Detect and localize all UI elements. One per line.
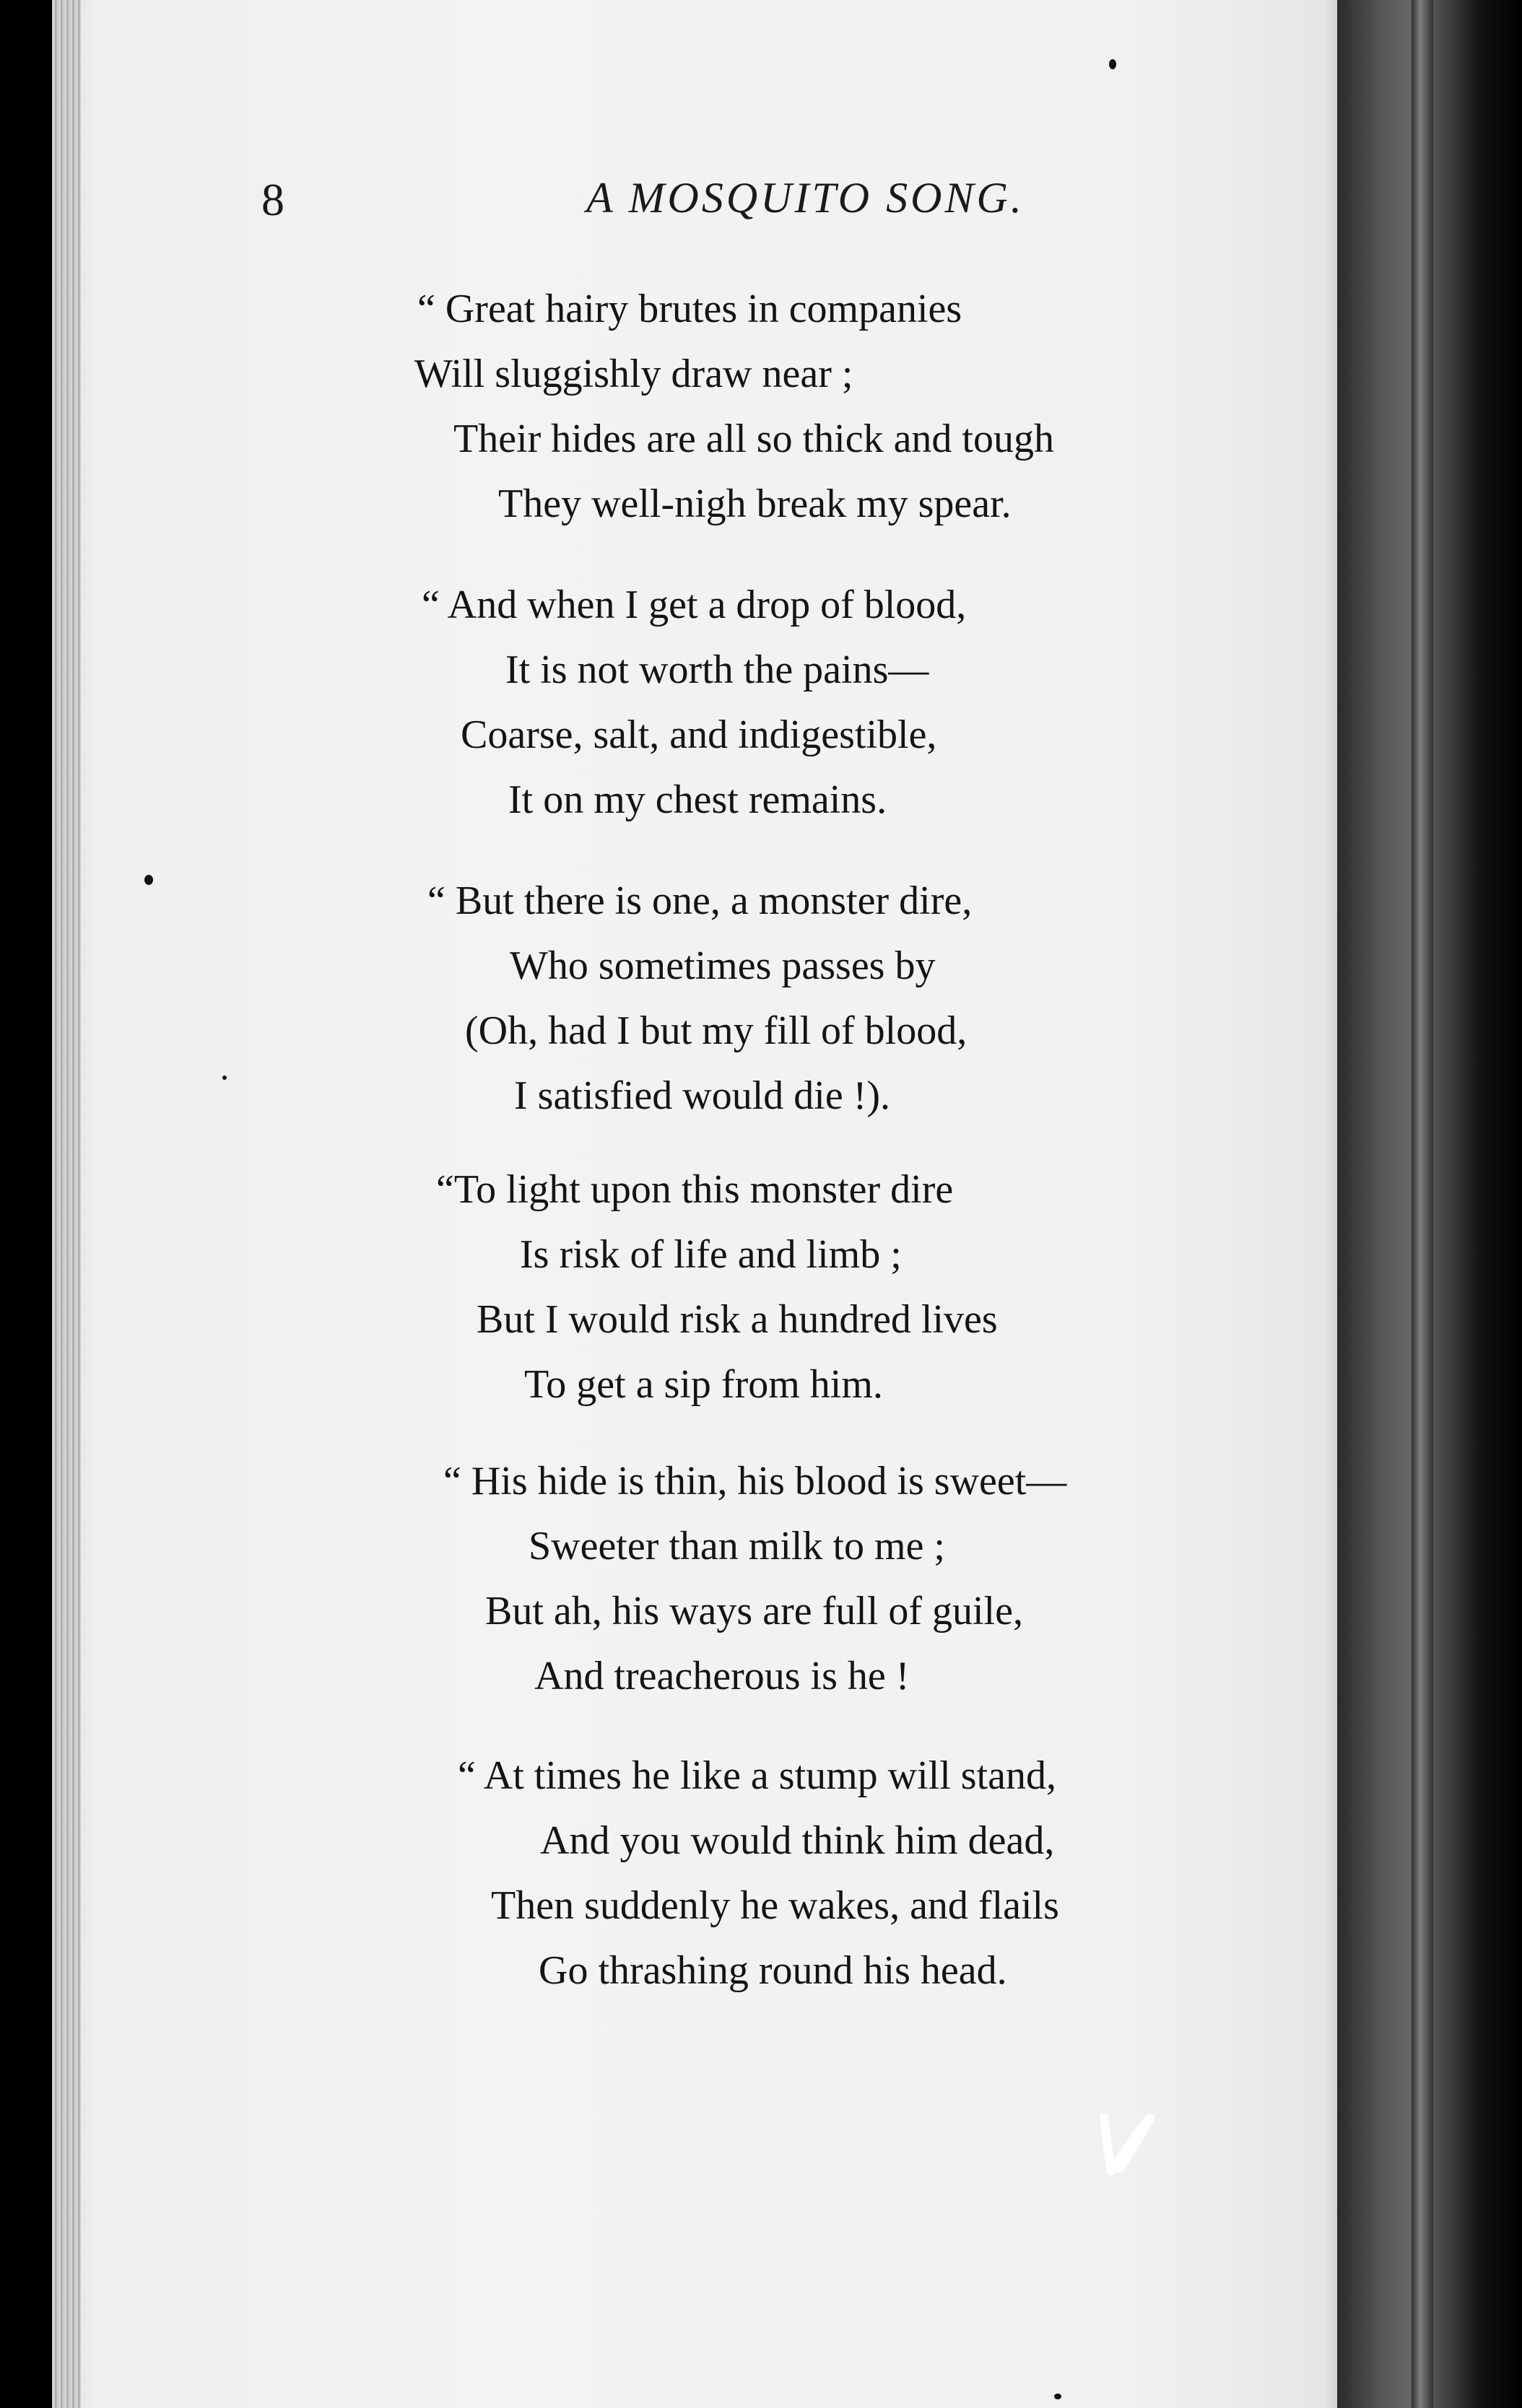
poem-line: Then suddenly he wakes, and flails xyxy=(491,1883,1059,1928)
poem-line: “To light upon this monster dire xyxy=(436,1167,954,1212)
poem-line: “ His hide is thin, his blood is sweet— xyxy=(443,1459,1067,1504)
poem-line: Go thrashing round his head. xyxy=(539,1948,1007,1993)
poem-line: Coarse, salt, and indigestible, xyxy=(461,712,937,757)
poem-line: It is not worth the pains— xyxy=(505,647,929,692)
poem-line: Who sometimes passes by xyxy=(510,943,936,988)
poem-line: Is risk of life and limb ; xyxy=(520,1232,902,1277)
poem-line: It on my chest remains. xyxy=(508,777,887,822)
poem-line: Their hides are all so thick and tough xyxy=(453,416,1054,461)
poem-line: Sweeter than milk to me ; xyxy=(529,1524,945,1569)
poem-line: But ah, his ways are full of guile, xyxy=(485,1589,1023,1633)
scan-speck xyxy=(1054,2394,1061,2399)
pen-check-mark xyxy=(1094,2093,1159,2180)
poem-line: “ At times he like a stump will stand, xyxy=(458,1753,1057,1798)
scan-speck xyxy=(144,875,153,885)
poem-line: “ Great hairy brutes in companies xyxy=(417,287,962,331)
scan-speck xyxy=(1109,59,1116,69)
page-edge-leaves xyxy=(52,0,81,2408)
poem-line: (Oh, had I but my fill of blood, xyxy=(465,1008,967,1053)
poem-line: And you would think him dead, xyxy=(540,1818,1055,1863)
poem-line: But I would risk a hundred lives xyxy=(477,1297,998,1342)
poem-line: “ But there is one, a monster dire, xyxy=(427,878,973,923)
book-gutter-edge xyxy=(1412,0,1433,2408)
poem-line: To get a sip from him. xyxy=(524,1362,883,1407)
running-title: A MOSQUITO SONG. xyxy=(586,174,1025,222)
page-header xyxy=(0,173,1522,231)
poem-line: Will sluggishly draw near ; xyxy=(414,352,853,396)
poem-line: And treacherous is he ! xyxy=(534,1654,910,1698)
page-number: 8 xyxy=(261,174,284,225)
poem-line: They well-nigh break my spear. xyxy=(498,481,1012,526)
poem-line: I satisfied would die !). xyxy=(514,1073,890,1118)
scan-speck xyxy=(222,1076,227,1080)
poem-line: “ And when I get a drop of blood, xyxy=(422,583,967,627)
